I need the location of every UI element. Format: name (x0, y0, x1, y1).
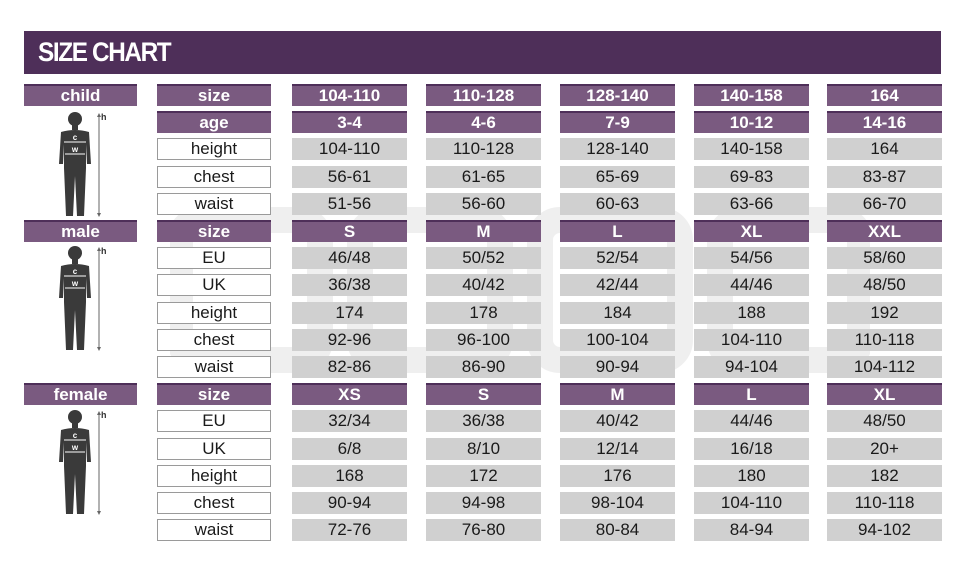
cell-child-chest-5: 83-87 (827, 166, 942, 188)
cell-female-size-3: M (560, 383, 675, 405)
cell-male-size-5: XXL (827, 220, 942, 242)
cell-female-waist-3: 80-84 (560, 519, 675, 541)
cell-child-height-1: 104-110 (292, 138, 407, 160)
cell-female-eu-5: 48/50 (827, 410, 942, 432)
row-label-male-uk: UK (157, 274, 271, 296)
cell-female-uk-3: 12/14 (560, 438, 675, 460)
section-label-male: male (24, 220, 137, 242)
cell-male-size-4: XL (694, 220, 809, 242)
section-label-child: child (24, 84, 137, 106)
row-label-female-height: height (157, 465, 271, 487)
cell-male-eu-4: 54/56 (694, 247, 809, 269)
cell-male-uk-5: 48/50 (827, 274, 942, 296)
cell-male-height-5: 192 (827, 302, 942, 324)
cell-female-uk-2: 8/10 (426, 438, 541, 460)
svg-text:h: h (101, 410, 107, 420)
cell-male-uk-2: 40/42 (426, 274, 541, 296)
cell-male-waist-4: 94-104 (694, 356, 809, 378)
cell-female-uk-5: 20+ (827, 438, 942, 460)
cell-female-waist-5: 94-102 (827, 519, 942, 541)
cell-child-waist-4: 63-66 (694, 193, 809, 215)
cell-male-height-4: 188 (694, 302, 809, 324)
cell-male-waist-3: 90-94 (560, 356, 675, 378)
row-label-male-waist: waist (157, 356, 271, 378)
row-label-child-chest: chest (157, 166, 271, 188)
cell-child-chest-4: 69-83 (694, 166, 809, 188)
cell-female-chest-2: 94-98 (426, 492, 541, 514)
cell-child-age-5: 14-16 (827, 111, 942, 133)
cell-female-uk-1: 6/8 (292, 438, 407, 460)
cell-child-height-4: 140-158 (694, 138, 809, 160)
cell-female-size-4: L (694, 383, 809, 405)
cell-female-height-2: 172 (426, 465, 541, 487)
row-label-female-uk: UK (157, 438, 271, 460)
cell-child-height-2: 110-128 (426, 138, 541, 160)
cell-female-eu-2: 36/38 (426, 410, 541, 432)
cell-child-size-4: 140-158 (694, 84, 809, 106)
cell-female-waist-2: 76-80 (426, 519, 541, 541)
row-label-female-size: size (157, 383, 271, 405)
svg-text:c: c (72, 431, 78, 440)
row-label-child-height: height (157, 138, 271, 160)
cell-male-waist-1: 82-86 (292, 356, 407, 378)
svg-text:w: w (71, 443, 79, 452)
row-label-male-eu: EU (157, 247, 271, 269)
cell-female-height-5: 182 (827, 465, 942, 487)
row-label-male-size: size (157, 220, 271, 242)
cell-female-height-4: 180 (694, 465, 809, 487)
cell-male-height-1: 174 (292, 302, 407, 324)
female-figure-icon (55, 408, 111, 523)
cell-male-uk-1: 36/38 (292, 274, 407, 296)
cell-male-uk-3: 42/44 (560, 274, 675, 296)
cell-child-size-3: 128-140 (560, 84, 675, 106)
svg-text:h: h (101, 246, 107, 256)
cell-female-size-5: XL (827, 383, 942, 405)
cell-female-eu-3: 40/42 (560, 410, 675, 432)
cell-female-height-3: 176 (560, 465, 675, 487)
cell-child-waist-5: 66-70 (827, 193, 942, 215)
cell-male-size-3: L (560, 220, 675, 242)
cell-male-chest-5: 110-118 (827, 329, 942, 351)
cell-male-eu-3: 52/54 (560, 247, 675, 269)
row-label-child-age: age (157, 111, 271, 133)
cell-female-height-1: 168 (292, 465, 407, 487)
cell-child-age-2: 4-6 (426, 111, 541, 133)
section-label-female: female (24, 383, 137, 405)
cell-female-waist-4: 84-94 (694, 519, 809, 541)
child-figure-icon (55, 110, 111, 225)
cell-male-height-2: 178 (426, 302, 541, 324)
cell-male-chest-4: 104-110 (694, 329, 809, 351)
cell-male-waist-2: 86-90 (426, 356, 541, 378)
cell-male-chest-1: 92-96 (292, 329, 407, 351)
cell-female-uk-4: 16/18 (694, 438, 809, 460)
page-title: SIZE CHART (38, 37, 171, 67)
svg-text:h: h (101, 112, 107, 122)
cell-male-eu-5: 58/60 (827, 247, 942, 269)
row-label-female-chest: chest (157, 492, 271, 514)
cell-female-chest-4: 104-110 (694, 492, 809, 514)
row-label-child-size: size (157, 84, 271, 106)
cell-child-height-5: 164 (827, 138, 942, 160)
cell-child-waist-2: 56-60 (426, 193, 541, 215)
cell-child-size-2: 110-128 (426, 84, 541, 106)
cell-male-size-2: M (426, 220, 541, 242)
row-label-male-chest: chest (157, 329, 271, 351)
row-label-child-waist: waist (157, 193, 271, 215)
row-label-female-waist: waist (157, 519, 271, 541)
row-label-male-height: height (157, 302, 271, 324)
row-label-female-eu: EU (157, 410, 271, 432)
svg-text:c: c (72, 133, 78, 142)
cell-female-chest-3: 98-104 (560, 492, 675, 514)
svg-text:c: c (72, 267, 78, 276)
svg-text:w: w (71, 145, 79, 154)
cell-child-age-4: 10-12 (694, 111, 809, 133)
cell-child-chest-1: 56-61 (292, 166, 407, 188)
cell-child-waist-1: 51-56 (292, 193, 407, 215)
title-banner (24, 31, 941, 74)
cell-female-chest-5: 110-118 (827, 492, 942, 514)
cell-female-eu-4: 44/46 (694, 410, 809, 432)
svg-text:w: w (71, 279, 79, 288)
cell-child-waist-3: 60-63 (560, 193, 675, 215)
cell-child-age-1: 3-4 (292, 111, 407, 133)
cell-male-uk-4: 44/46 (694, 274, 809, 296)
cell-female-size-2: S (426, 383, 541, 405)
cell-male-waist-5: 104-112 (827, 356, 942, 378)
cell-child-chest-2: 61-65 (426, 166, 541, 188)
cell-child-height-3: 128-140 (560, 138, 675, 160)
cell-male-eu-1: 46/48 (292, 247, 407, 269)
cell-child-size-1: 104-110 (292, 84, 407, 106)
cell-female-eu-1: 32/34 (292, 410, 407, 432)
cell-female-size-1: XS (292, 383, 407, 405)
cell-child-size-5: 164 (827, 84, 942, 106)
cell-male-size-1: S (292, 220, 407, 242)
cell-child-chest-3: 65-69 (560, 166, 675, 188)
cell-child-age-3: 7-9 (560, 111, 675, 133)
cell-male-chest-2: 96-100 (426, 329, 541, 351)
cell-female-chest-1: 90-94 (292, 492, 407, 514)
cell-female-waist-1: 72-76 (292, 519, 407, 541)
cell-male-eu-2: 50/52 (426, 247, 541, 269)
male-figure-icon (55, 244, 111, 359)
cell-male-height-3: 184 (560, 302, 675, 324)
cell-male-chest-3: 100-104 (560, 329, 675, 351)
